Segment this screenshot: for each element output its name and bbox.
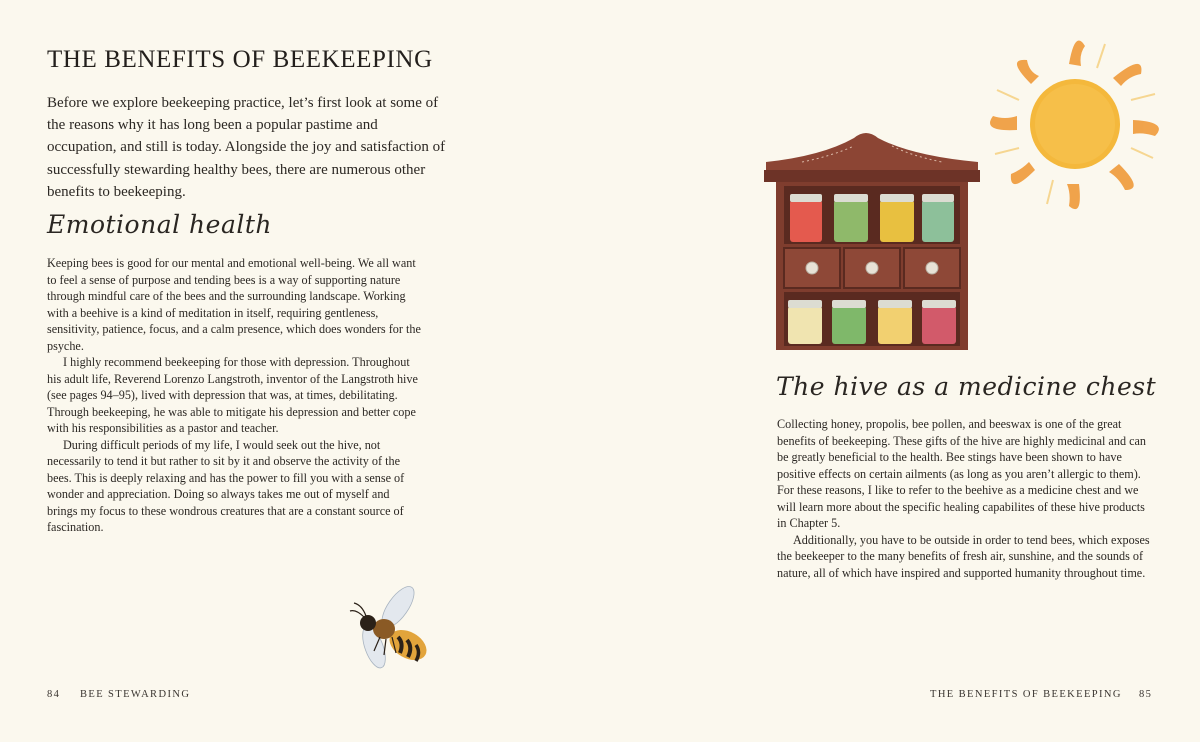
page-number-right: 85 [1139,689,1153,700]
emotional-health-body [47,255,422,536]
running-head-left: BEE STEWARDING [80,689,191,700]
page-number-left: 84 [47,689,61,700]
medicine-chest-body [777,416,1157,581]
body-paragraph: Collecting honey, propolis, bee pollen, and beeswax is one of the great benefits of beekeeping. These gifts of the hive are highly medicinal and can be greatly beneficial to the health. Bee stings have been shown to have positive effects on certain ailments (as long as you aren’t allergic to them). For these reasons, I like to refer to the beehive as a medicine chest and we will learn more about the specific healing capabilites of these hive products in Chapter 5. [777,417,1146,530]
section-heading-medicine-chest: The hive as a medicine chest [776,372,1157,401]
intro-paragraph: Before we explore beekeeping practice, let’s first look at some of the reasons why it has long been a popular pastime and occupation, and still is today. Alongside the joy and satisfaction of successfully stewarding healthy bees, there are numerous other benefits to beekeeping. [47,95,446,200]
body-paragraph: During difficult periods of my life, I would seek out the hive, not necessarily to tend it but rather to sit by it and observe the activity of the bees. This is deeply relaxing and has the power to fill you with a sense of wonder and appreciation. Doing so always takes me out of myself and brings my focus to these wondrous creatures that are a constant source of fascination. [47,437,405,534]
bee-illustration [340,585,440,680]
section-heading-emotional-health: Emotional health [47,210,272,239]
body-paragraph: I highly recommend beekeeping for those with depression. Throughout his adult life, Reverend Lorenzo Langstroth, inventor of the Langstroth hive (see pages 94–95), lived with depression that was, at times, debilitating. Through beekeeping, he was able to mitigate his depression and better cope with his responsibilities as a pastor and teacher. [47,355,418,435]
body-paragraph: Keeping bees is good for our mental and emotional well-being. We all want to feel a sense of purpose and tending bees is a way of supporting nature through mindful care of the bees and the surrounding landscape. Working with a beehive is a kind of meditation in itself, requiring gentleness, sensitivity, patience, focus, and a calm presence, which does wonders for the psyche. [47,256,421,353]
sun-illustration [975,22,1175,222]
page-title: THE BENEFITS OF BEEKEEPING [47,46,433,73]
body-paragraph: Additionally, you have to be outside in order to tend bees, which exposes the beekeeper to the many benefits of fresh air, sunshine, and the sounds of nature, all of which have inspired and supported humanity throughout time. [777,532,1150,580]
running-head-right: THE BENEFITS OF BEEKEEPING [930,689,1122,700]
medicine-cabinet-illustration [762,128,982,352]
